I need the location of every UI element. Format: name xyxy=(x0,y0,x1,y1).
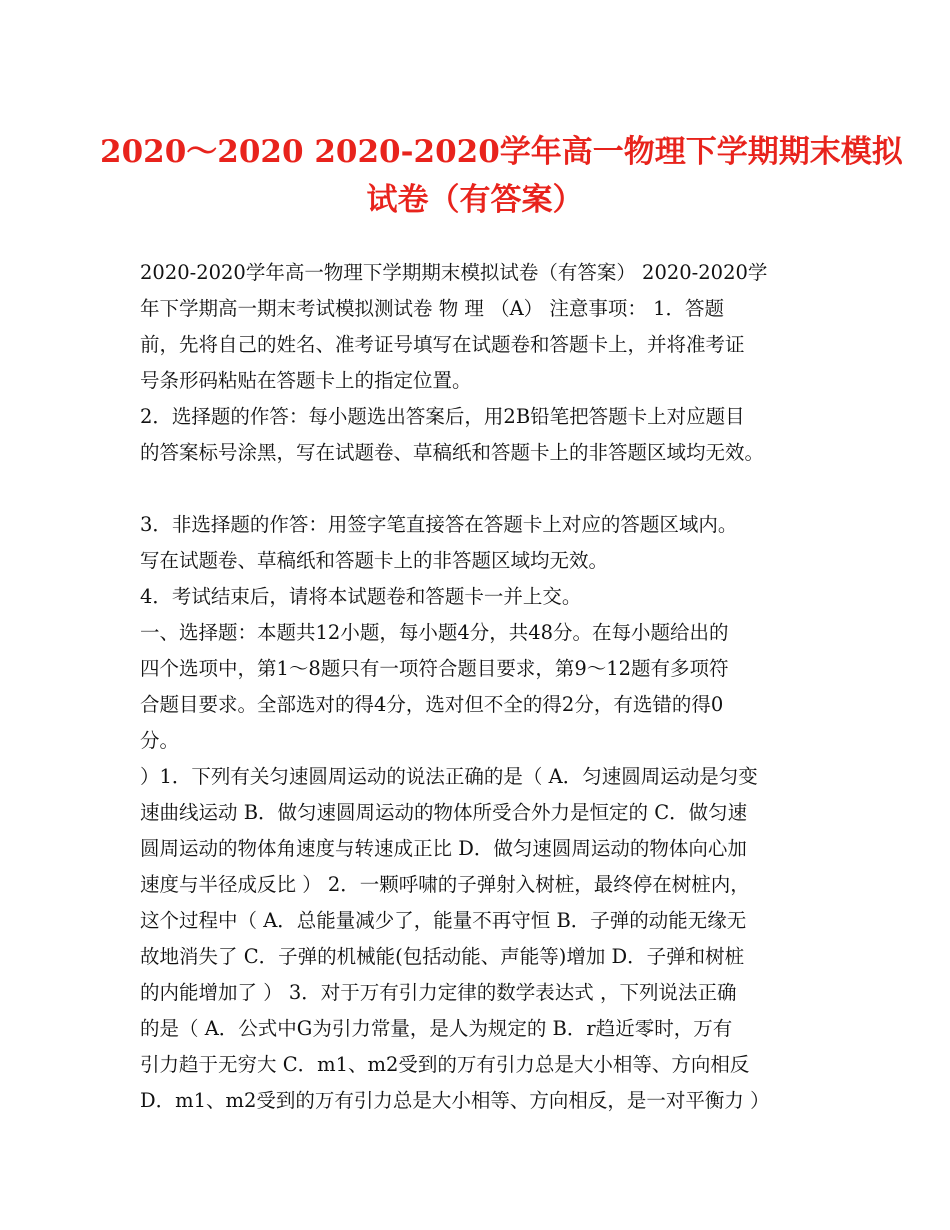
body-line: 4．考试结束后，请将本试题卷和答题卡一并上交。 xyxy=(140,585,582,608)
body-line: 速度与半径成反比 ） 2．一颗呼啸的子弹射入树桩，最终停在树桩内， xyxy=(140,873,750,896)
title-line-1: 2020～2020 2020-2020学年高一物理下学期期末模拟 xyxy=(100,134,903,170)
body-line: 写在试题卷、草稿纸和答题卡上的非答题区域均无效。 xyxy=(140,549,609,572)
body-line: D．m1、m2受到的万有引力总是大小相等、方向相反，是一对平衡力 ） xyxy=(140,1089,770,1112)
body-line: 这个过程中（ A．总能量减少了，能量不再守恒 B．子弹的动能无缘无 xyxy=(140,909,747,932)
body-line: 前，先将自己的姓名、准考证号填写在试题卷和答题卡上，并将准考证 xyxy=(140,333,745,356)
body-line: ）1．下列有关匀速圆周运动的说法正确的是（ A．匀速圆周运动是匀变 xyxy=(140,765,758,788)
body-line: 2．选择题的作答：每小题选出答案后，用2B铅笔把答题卡上对应题目 xyxy=(140,405,745,428)
body-line: 一、选择题：本题共12小题，每小题4分，共48分。在每小题给出的 xyxy=(140,621,729,644)
document-body xyxy=(140,255,830,1119)
body-line: 3．非选择题的作答：用签字笔直接答在答题卡上对应的答题区域内。 xyxy=(140,513,738,536)
title-line-2: 试卷（有答案） xyxy=(366,182,584,218)
body-line: 分。 xyxy=(140,729,180,752)
body-line: 年下学期高一期末考试模拟测试卷 物 理 （A） 注意事项： 1．答题 xyxy=(140,297,724,320)
body-line: 圆周运动的物体角速度与转速成正比 D．做匀速圆周运动的物体向心加 xyxy=(140,837,747,860)
body-line: 2020-2020学年高一物理下学期期末模拟试卷（有答案） 2020-2020学 xyxy=(140,261,768,284)
paragraph-gap xyxy=(140,471,830,507)
body-line: 四个选项中，第1～8题只有一项符合题目要求，第9～12题有多项符 xyxy=(140,657,729,680)
body-line: 号条形码粘贴在答题卡上的指定位置。 xyxy=(140,369,472,392)
body-line: 的是（ A．公式中G为引力常量，是人为规定的 B．r趋近零时，万有 xyxy=(140,1017,733,1040)
body-line: 引力趋于无穷大 C．m1、m2受到的万有引力总是大小相等、方向相反 xyxy=(140,1053,750,1076)
body-line: 合题目要求。全部选对的得4分，选对但不全的得2分，有选错的得0 xyxy=(140,693,724,716)
body-line: 故地消失了 C．子弹的机械能(包括动能、声能等)增加 D．子弹和树桩 xyxy=(140,945,745,968)
body-line: 的内能增加了 ） 3．对于万有引力定律的数学表达式 ，下列说法正确 xyxy=(140,981,737,1004)
body-line: 速曲线运动 B．做匀速圆周运动的物体所受合外力是恒定的 C．做匀速 xyxy=(140,801,748,824)
body-line: 的答案标号涂黑，写在试题卷、草稿纸和答题卡上的非答题区域均无效。 xyxy=(140,441,765,464)
document-title xyxy=(100,128,903,224)
